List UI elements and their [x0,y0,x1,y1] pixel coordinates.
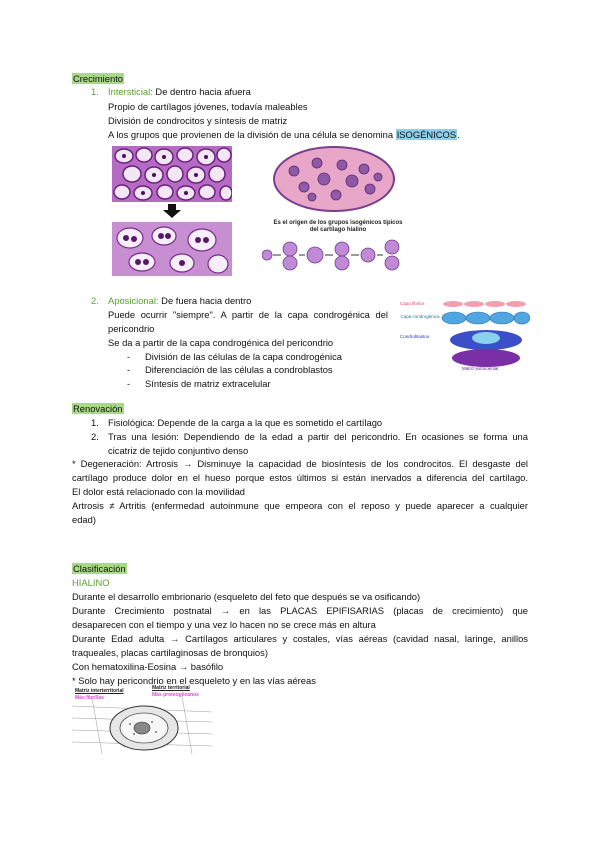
intersticial-item: Intersticial: De dentro hacia afuera [108,86,251,97]
text-line: Artrosis ≠ Artritis (enfermedad autoinmune que empeora con el reposo y puede aparecer a cualquier [72,500,528,511]
list-number: 2. [91,431,99,442]
histology-figure [112,146,232,276]
label-matriz-interterritorial: Matriz interterritorial [75,688,124,694]
text-line: edad) [72,514,96,525]
text-line: Se da a partir de la capa condrogénica del pericondrio [108,337,334,348]
isogenic-groups-diagram [262,145,412,280]
label-matriz-territorial: Matriz territorial [152,685,190,691]
text-line: El dolor está relacionado con la movilidad [72,486,246,497]
renovacion-item: Tras una lesión: Dependiendo de la edad a partir del pericondrio. En ocasiones se forma una [108,431,528,442]
text-line: Durante Crecimiento postnatal → en las PLACAS EPIFISARIAS (placas de crecimiento) que [72,605,528,616]
text-line: Durante Edad adulta → Cartílagos articulares y costales, vías aéreas (cavidad nasal, laringe, anillos [72,633,528,644]
isogenicos-line: A los grupos que provienen de la división de una célula se denomina ISOGÉNICOS. [108,129,460,140]
label-condroblastos: Condroblastos [400,334,430,339]
label-matriz-extracelular: Matriz extracelular [462,366,499,371]
text-line: * Degeneración: Artrosis → Disminuye la capacidad de biosíntesis de los condrocitos. El desgaste del [72,458,528,469]
bullet-marker: - [127,364,131,375]
bullet-marker: - [127,351,131,362]
section-heading-crecimiento: Crecimiento [73,73,124,84]
label-mas-fibrillas: Más fibrillas [75,695,104,701]
text-line: cartílago produce dolor en el hueso porque estos últimos si están inervados a diferencia del cartílago. [72,472,528,483]
text-line: * Solo hay pericondrio en el esqueleto y en las vías aéreas [72,675,316,686]
list-number: 1. [91,417,99,428]
bullet-item: Síntesis de matriz extracelular [145,378,271,389]
section-heading-clasificacion: Clasificación [73,563,126,574]
bullet-marker: - [127,378,131,389]
text-line: Propio de cartílagos jóvenes, todavía maleables [108,101,308,112]
figure-caption: Es el origen de los grupos isogénicos típicos del cartílago hialino [273,220,403,233]
bullet-item: Diferenciación de las células a condroblastos [145,364,333,375]
label-mas-proteoglicanos: Más proteoglicanos [152,692,199,698]
text-line: cicatriz de tejido conjuntivo denso [108,445,249,456]
text-line: Puede ocurrir "siempre". A partir de la capa condrogénica del [108,309,388,320]
section-heading-renovacion: Renovación [73,403,123,414]
label-capa-fibrilar: Capa fibrilar [400,301,425,306]
renovacion-item: Fisiológica: Depende de la carga a la que es sometido el cartílago [108,417,383,428]
text-line: desaparecen con el tiempo y una vez lo hacen no se crece más en altura [72,619,376,630]
aposicional-item: Aposicional: De fuera hacia dentro [108,295,252,306]
text-line: Durante el desarrollo embrionario (esqueleto del feto que después se va osificando) [72,591,421,602]
list-number: 1. [91,86,99,97]
bullet-item: División de las células de la capa condrogénica [145,351,342,362]
label-capa-condrogenica: Capa condrogénica [400,314,440,319]
text-line: pericondrio [108,323,155,334]
text-line: División de condrocitos y síntesis de matriz [108,115,288,126]
subheading-hialino: HIALINO [72,577,110,588]
text-line: Con hematoxilina-Eosina → basófilo [72,661,224,672]
text-line: traqueales, placas cartilaginosas de bronquios) [72,647,268,658]
list-number: 2. [91,295,99,306]
